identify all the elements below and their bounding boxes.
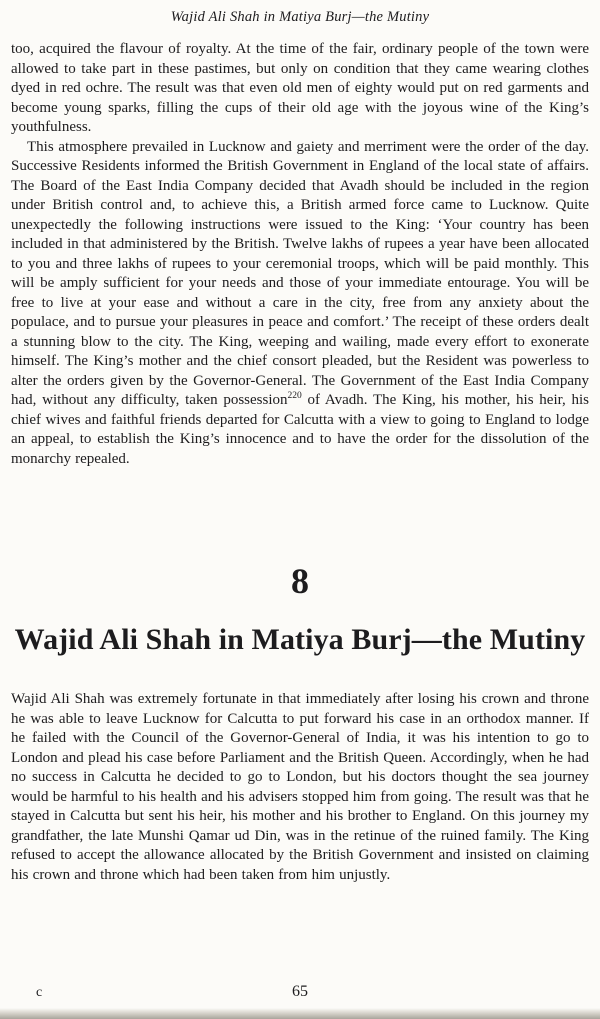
page-footer [0,981,600,1001]
paragraph-text-before-note: This atmosphere prevailed in Lucknow and gaiety and merriment were the order of the day. Successive Residents informed the British Government in England of the local state of affairs. The Board of the East India Company decided that Avadh should be included in the region under British control and, to achieve this, a British armed force came to Lucknow. Quite unexpectedly the following instructions were issued to the King: ‘Your country has been included in that administered by the British. Twelve lakhs of rupees a year have been allocated to you and three lakhs of rupees to your ceremonial troops, which will be paid monthly. This will be amply sufficient for your needs and those of your immediate entourage. You will be free to live at your ease and without a care in the city, free from any anxiety about the populace, and to pursue your pleasures in peace and comfort.’ The receipt of these orders dealt a stunning blow to the city. The King, weeping and wailing, made every effort to exonerate himself. The King’s mother and the chief consort pleaded, but the Resident was powerless to alter the orders given by the Governor-General. The Government of the East India Company had, without any difficulty, taken possession [11,138,589,408]
running-header: Wajid Ali Shah in Matiya Burj—the Mutiny [170,9,430,25]
chapter-title: Wajid Ali Shah in Matiya Burj—the Mutiny [14,623,586,656]
chapter-number: 8 [291,561,309,601]
page-number: 65 [292,983,308,1000]
paragraph-continuation: too, acquired the flavour of royalty. At the time of the fair, ordinary people of the town were allowed to take part in these pastimes, but only on condition that they came wearing clothes dyed in red ochre. The result was that even old men of eighty would put on red garments and become young sparks, filling the cups of their old age with the joyous wine of the King’s youthfulness. [11,41,589,135]
signature-mark: c [36,985,43,1000]
paragraph-with-footnote [11,138,589,470]
footnote-reference: 220 [287,391,302,401]
paragraph-chapter-opening: Wajid Ali Shah was extremely fortunate in that immediately after losing his crown and throne he was able to leave Lucknow for Calcutta to put forward his case in an orthodox manner. If he failed with the Council of the Governor-General of India, it was his intention to go to London and plead his case before Parliament and the British Queen. Accordingly, when he had no success in Calcutta he decided to go to London, but his doctors thought the sea journey would be harmful to his health and his advisers stopped him from going. The result was that he stayed in Calcutta but sent his heir, his mother and his brother to England. On this journey my grandfather, the late Munshi Qamar ud Din, was in the retinue of the ruined family. The King refused to accept the allowance allocated by the British Government and insisted on claiming his crown and throne which had been taken from him unjustly. [11,691,589,883]
paragraph-text-after-note: of Avadh. The King, his mother, his heir, his chief wives and faithful friends departed for Calcutta with a view to going to England to lodge an appeal, to establish the King’s innocence and to have the order for the dissolution of the monarchy repealed. [11,392,589,467]
page-edge-shadow [0,1008,600,1019]
